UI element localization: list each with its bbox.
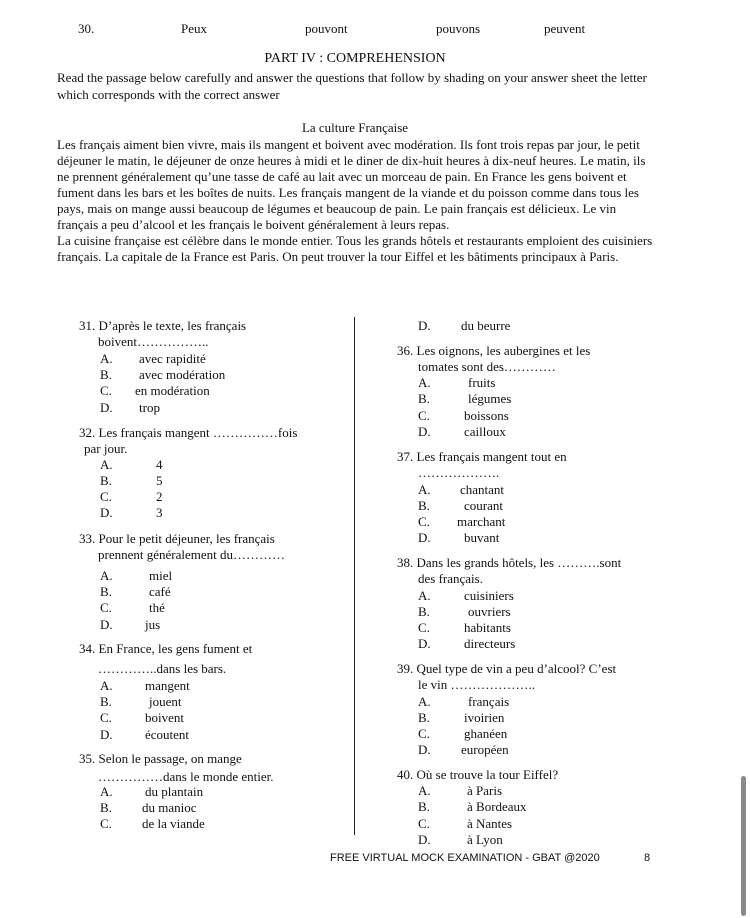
- option-b: pouvont: [305, 21, 348, 36]
- question-36-text: 36. Les oignons, les aubergines et les tomates sont des…………: [397, 343, 591, 374]
- q38-option-a: A. cuisiniers: [418, 588, 514, 603]
- option-d: peuvent: [544, 21, 586, 36]
- q35-option-d: D. du beurre: [418, 318, 511, 333]
- question-37-text: 37. Les français mangent tout en ……………….: [397, 449, 567, 480]
- scrollbar-thumb[interactable]: [741, 776, 746, 916]
- question-number: 30.: [78, 21, 95, 36]
- column-divider: [354, 317, 355, 835]
- option-a: Peux: [181, 21, 207, 36]
- q38-option-b: B. ouvriers: [418, 604, 511, 619]
- q36-option-d: D. cailloux: [418, 424, 506, 439]
- q40-option-c: C. à Nantes: [418, 816, 513, 831]
- q33-option-c: C. thé: [100, 600, 165, 615]
- q33-option-a: A. miel: [100, 568, 173, 583]
- q34-option-b: B. jouent: [100, 694, 182, 709]
- q40-option-d: D. à Lyon: [418, 832, 503, 847]
- footer-text: FREE VIRTUAL MOCK EXAMINATION - GBAT @2020: [330, 852, 600, 864]
- q37-option-d: D. buvant: [418, 530, 500, 545]
- q37-option-c: C. marchant: [418, 514, 506, 529]
- question-32-text: 32. Les français mangent ……………fois par jour.: [79, 425, 298, 456]
- page-number: 8: [644, 852, 651, 864]
- q32-option-d: D. 3: [100, 505, 163, 520]
- q31-option-b: B. avec modération: [100, 367, 226, 382]
- q36-option-b: B. légumes: [418, 391, 512, 406]
- q36-option-a: A. fruits: [418, 375, 496, 390]
- passage: [57, 137, 657, 265]
- q36-option-c: C. boissons: [418, 408, 509, 423]
- q39-option-a: A. français: [418, 694, 510, 709]
- question-39-text: 39. Quel type de vin a peu d’alcool? C’est le vin ………………..: [397, 661, 617, 692]
- passage-paragraph: Les français aiment bien vivre, mais ils mangent et boivent avec modération. Ils font trois repas par jour, le petit déjeuner le matin, le déjeuner de onze heures à midi et le diner de dix-huit heures à dix-neuf heures. Le matin, ils ne prennent généralement qu’une tasse de café au lait avec un morceau de pain. En France les gens boivent et fument dans les bars et les boîtes de nuits. Les français mangent de la viande et du poisson comme dans tous les pays, mais on mange aussi beaucoup de légumes et beaucoup de pain. Le pain français est délicieux. Le vin français a peu d’alcool et les français le boivent généralement à leurs repas.: [57, 137, 646, 232]
- part-title: PART IV : COMPREHENSION: [264, 51, 446, 66]
- q40-option-a: A. à Paris: [418, 783, 503, 798]
- q32-option-b: B. 5: [100, 473, 163, 488]
- q39-option-b: B. ivoirien: [418, 710, 505, 725]
- question-34-text: 34. En France, les gens fument et …………..dans les bars.: [79, 641, 253, 676]
- q37-option-a: A. chantant: [418, 482, 505, 497]
- q39-option-c: C. ghanéen: [418, 726, 508, 741]
- passage-paragraph: La cuisine française est célèbre dans le monde entier. Tous les grands hôtels et restaurants emploient des cuisiniers français. La capitale de la France est Paris. On peut trouver la tour Eiffel et les bâtiments principaux à Paris.: [57, 233, 653, 264]
- q38-option-d: D. directeurs: [418, 636, 516, 651]
- q35-option-a: A. du plantain: [100, 784, 204, 799]
- q31-option-c: C. en modération: [100, 383, 210, 398]
- question-35-text: 35. Selon le passage, on mange ……………dans le monde entier.: [79, 751, 274, 784]
- q34-option-d: D. écoutent: [100, 727, 190, 742]
- question-33-text: 33. Pour le petit déjeuner, les français prennent généralement du…………: [79, 531, 285, 562]
- question-38-text: 38. Dans les grands hôtels, les ……….sont des français.: [397, 555, 622, 586]
- q31-option-a: A. avec rapidité: [100, 351, 206, 366]
- q40-option-b: B. à Bordeaux: [418, 799, 527, 814]
- q32-option-c: C. 2: [100, 489, 163, 504]
- q31-option-d: D. trop: [100, 400, 160, 415]
- instructions: Read the passage below carefully and answer the questions that follow by shading on your answer sheet the letter which corresponds with the correct answer: [57, 70, 647, 102]
- question-40-text: 40. Où se trouve la tour Eiffel?: [397, 767, 559, 782]
- q32-option-a: A. 4: [100, 457, 163, 472]
- q39-option-d: D. européen: [418, 742, 509, 757]
- option-c: pouvons: [436, 21, 481, 36]
- q37-option-b: B. courant: [418, 498, 503, 513]
- q34-option-c: C. boivent: [100, 710, 184, 725]
- q33-option-b: B. café: [100, 584, 171, 599]
- passage-title: La culture Française: [301, 120, 409, 135]
- q34-option-a: A. mangent: [100, 678, 190, 693]
- q33-option-d: D. jus: [100, 617, 161, 632]
- question-31-text: 31. D’après le texte, les français boivent……………..: [79, 318, 247, 349]
- q35-option-b: B. du manioc: [100, 800, 197, 815]
- q35-option-c: C. de la viande: [100, 816, 205, 831]
- q38-option-c: C. habitants: [418, 620, 511, 635]
